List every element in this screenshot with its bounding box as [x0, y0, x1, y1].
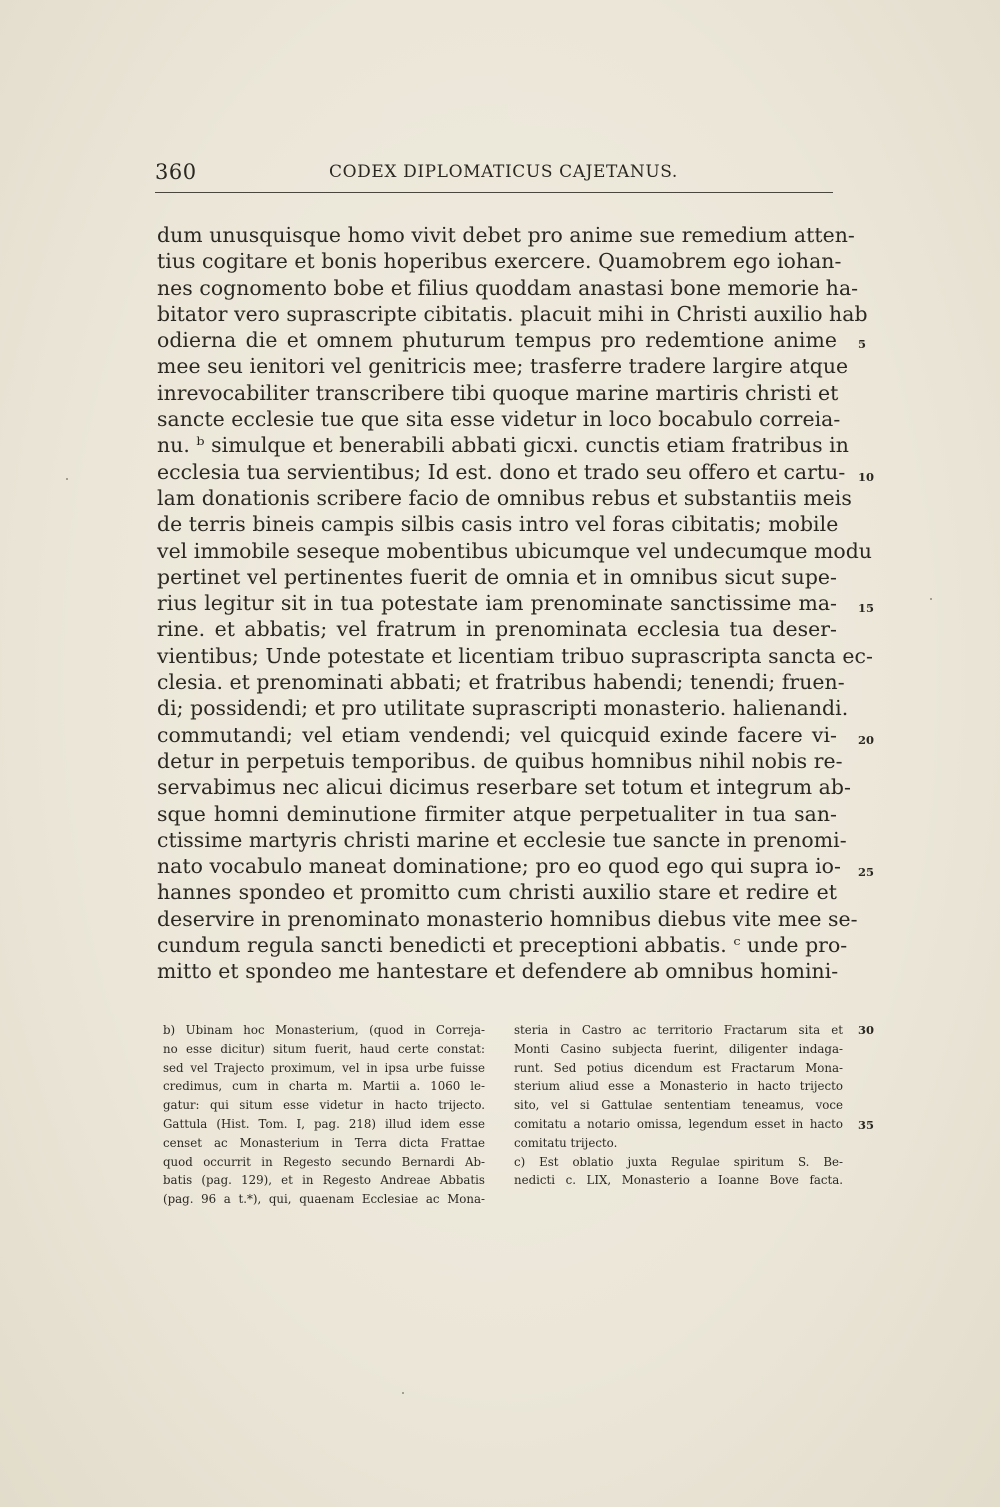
text-line: sque homni deminutione firmiter atque perpetualiter in tua san-	[157, 801, 837, 826]
footnote-line: (pag. 96 a t.*), qui, quaenam Ecclesiae ac Mona-	[163, 1192, 485, 1207]
text-line: nu. ᵇ simulque et benerabili abbati gicxi. cunctis etiam fratribus in	[157, 433, 849, 458]
text-line: pertinet vel pertinentes fuerit de omnia et in omnibus sicut supe-	[157, 564, 837, 589]
text-line: dum unusquisque homo vivit debet pro anime sue remedium atten-	[157, 223, 855, 247]
paper-speck	[66, 478, 68, 480]
page-header	[155, 158, 833, 193]
footnote-line: sterium aliud esse a Monasterio in hacto trijecto	[514, 1079, 843, 1094]
text-line: nato vocabulo maneat dominatione; pro eo quod ego qui supra io-	[157, 854, 841, 879]
footnote-line: sed vel Trajecto proximum, vel in ipsa urbe fuisse	[163, 1060, 485, 1075]
text-line: ctissime martyris christi marine et ecclesie tue sancte in prenomi-	[157, 827, 847, 852]
footnote-line: no esse dicitur) situm fuerit, haud certe constat:	[163, 1041, 485, 1056]
running-title: CODEX DIPLOMATICUS CAJETANUS.	[329, 162, 678, 182]
text-line: de terris bineis campis silbis casis intro vel foras cibitatis; mobile	[157, 512, 839, 537]
footnote-line: quod occurrit in Regesto secundo Bernardi Ab-	[163, 1154, 485, 1169]
text-line: tius cogitare et bonis hoperibus exercere. Quamobrem ego iohan-	[157, 249, 842, 274]
page-number: 360	[155, 160, 197, 184]
line-number: 20	[858, 733, 875, 747]
text-line: nes cognomento bobe et filius quoddam anastasi bone memorie ha-	[157, 275, 859, 300]
footnote-line: runt. Sed potius dicendum est Fractarum Mona-	[514, 1060, 843, 1075]
footnote-line: b) Ubinam hoc Monasterium, (quod in Correja-	[163, 1023, 485, 1037]
text-line: detur in perpetuis temporibus. de quibus homnibus nihil nobis re-	[157, 748, 843, 773]
paper-speck	[402, 1392, 404, 1394]
line-number: 10	[858, 470, 875, 484]
footnote-line: steria in Castro ac territorio Fractarum sita et	[514, 1023, 843, 1037]
text-line: vel immobile seseque mobentibus ubicumque vel undecumque modu	[157, 538, 872, 563]
text-line: commutandi; vel etiam vendendi; vel quicquid exinde facere vi-	[157, 722, 837, 747]
footnote-line: nedicti c. LIX, Monasterio a Ioanne Bove facta.	[514, 1173, 843, 1188]
line-number: 30	[858, 1023, 875, 1037]
text-line: servabimus nec alicui dicimus reserbare set totum et integrum ab-	[157, 775, 851, 800]
text-line: bitator vero suprascripte cibitatis. placuit mihi in Christi auxilio hab	[157, 301, 868, 326]
line-number: 5	[858, 337, 867, 351]
footnote-line: Gattula (Hist. Tom. I, pag. 218) illud idem esse	[163, 1116, 485, 1131]
text-line: sancte ecclesie tue que sita esse videtur in loco bocabulo correia-	[157, 407, 841, 432]
text-line: di; possidendi; et pro utilitate suprascripti monasterio. halienandi.	[157, 696, 849, 721]
text-line: deservire in prenominato monasterio homnibus diebus vite mee se-	[157, 906, 858, 931]
text-line: cundum regula sancti benedicti et preceptioni abbatis. ᶜ unde pro-	[157, 933, 848, 958]
footnote-line: sito, vel si Gattulae sententiam teneamus, voce	[514, 1098, 843, 1113]
text-line: inrevocabiliter transcribere tibi quoque marine martiris christi et	[157, 380, 839, 405]
footnote-column-left	[163, 1021, 485, 1209]
footnote-line: batis (pag. 129), et in Regesto Andreae Abbatis	[163, 1173, 485, 1188]
footnote-line: comitatu a notario omissa, legendum esset in hacto	[514, 1116, 843, 1131]
footnote-line: censet ac Monasterium in Terra dicta Frattae	[163, 1135, 485, 1150]
footnote-line: Monti Casino subjecta fuerint, diligenter indaga-	[514, 1041, 843, 1056]
text-line: hannes spondeo et promitto cum christi auxilio stare et redire et	[157, 880, 837, 905]
text-line: mitto et spondeo me hantestare et defendere ab omnibus homini-	[157, 959, 839, 984]
text-line: lam donationis scribere facio de omnibus rebus et substantiis meis	[157, 485, 852, 510]
text-line: ecclesia tua servientibus; Id est. dono et trado seu offero et cartu-	[157, 459, 846, 484]
text-line: rine. et abbatis; vel fratrum in prenominata ecclesia tua deser-	[157, 617, 837, 642]
footnote-column-right	[514, 1021, 843, 1190]
text-line: mee seu ienitori vel genitricis mee; trasferre tradere largire atque	[157, 354, 849, 379]
footnote-line: credimus, cum in charta m. Martii a. 1060 le-	[163, 1079, 485, 1094]
paper-speck	[930, 598, 932, 600]
text-line: rius legitur sit in tua potestate iam prenominate sanctissime ma-	[157, 591, 837, 616]
line-number: 25	[858, 865, 875, 879]
line-number: 35	[858, 1118, 875, 1132]
line-number: 15	[858, 601, 875, 615]
text-line: clesia. et prenominati abbati; et fratribus habendi; tenendi; fruen-	[157, 670, 845, 695]
footnote-line: c) Est oblatio juxta Regulae spiritum S. Be-	[514, 1154, 843, 1169]
text-line: odierna die et omnem phuturum tempus pro redemtione anime	[157, 328, 837, 353]
footnote-line: comitatu trijecto.	[514, 1135, 618, 1150]
text-line: vientibus; Unde potestate et licentiam tribuo suprascripta sancta ec-	[157, 643, 873, 668]
footnote-line: gatur: qui situm esse videtur in hacto trijecto.	[163, 1098, 485, 1113]
